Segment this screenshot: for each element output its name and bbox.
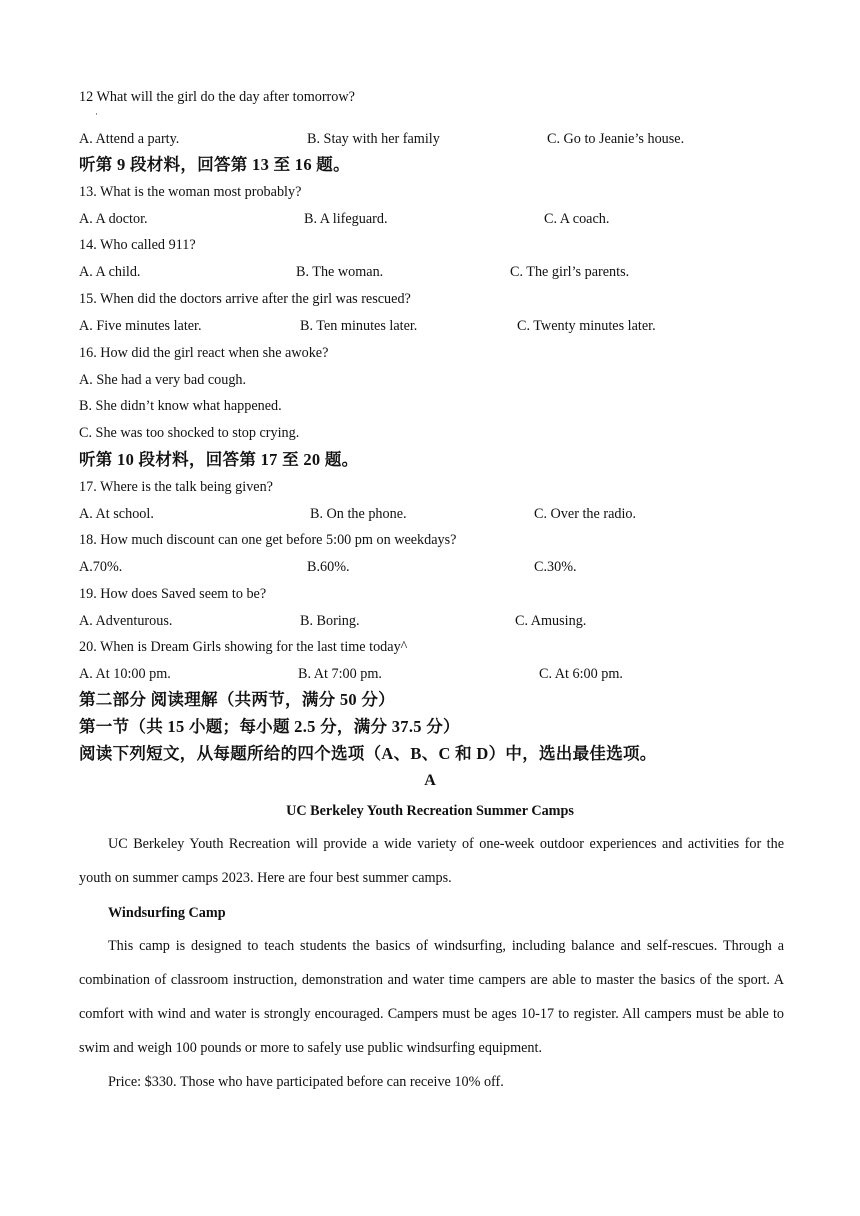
question-19: 19. How does Saved seem to be? [79, 586, 267, 602]
question-20: 20. When is Dream Girls showing for the last time today^ [79, 639, 408, 655]
q14-option-c: C. The girl’s parents. [510, 264, 630, 280]
q19-option-b: B. Boring. [300, 613, 360, 629]
section-9-heading: 听第 9 段材料，回答第 13 至 16 题。 [79, 155, 350, 174]
section-10-heading: 听第 10 段材料，回答第 17 至 20 题。 [79, 450, 359, 469]
q18-option-a: A.70%. [79, 559, 123, 575]
q16-option-b: B. She didn’t know what happened. [79, 398, 282, 414]
q16-option-c: C. She was too shocked to stop crying. [79, 425, 300, 441]
reading-instructions: 阅读下列短文，从每题所给的四个选项（A、B、C 和 D）中，选出最佳选项。 [79, 744, 657, 763]
passage-intro: UC Berkeley Youth Recreation will provide a wide variety of one-week outdoor experiences and activities for the youth on summer camps 2023. Here are four best summer camps. [79, 836, 784, 886]
q15-option-b: B. Ten minutes later. [300, 318, 418, 334]
question-16: 16. How did the girl react when she awoke? [79, 345, 329, 361]
q13-option-a: A. A doctor. [79, 211, 148, 227]
q19-option-a: A. Adventurous. [79, 613, 173, 629]
q12-option-b: B. Stay with her family [307, 131, 440, 147]
q19-option-c: C. Amusing. [515, 613, 587, 629]
q17-option-c: C. Over the radio. [534, 506, 637, 522]
q14-option-b: B. The woman. [296, 264, 384, 280]
camp-title: Windsurfing Camp [108, 905, 226, 921]
stray-dot: · [95, 109, 98, 119]
question-13: 13. What is the woman most probably? [79, 184, 302, 200]
q13-option-b: B. A lifeguard. [304, 211, 388, 227]
q13-option-c: C. A coach. [544, 211, 610, 227]
question-15: 15. When did the doctors arrive after the girl was rescued? [79, 291, 411, 307]
q12-option-a: A. Attend a party. [79, 131, 180, 147]
part-2-heading: 第二部分 阅读理解（共两节，满分 50 分） [79, 690, 395, 709]
q15-option-c: C. Twenty minutes later. [517, 318, 656, 334]
q16-option-a: A. She had a very bad cough. [79, 372, 247, 388]
question-12: 12 What will the girl do the day after tomorrow? [79, 89, 355, 105]
q18-option-c: C.30%. [534, 559, 577, 575]
q17-option-b: B. On the phone. [310, 506, 407, 522]
q20-option-b: B. At 7:00 pm. [298, 666, 382, 682]
q20-option-a: A. At 10:00 pm. [79, 666, 171, 682]
q17-option-a: A. At school. [79, 506, 154, 522]
camp-price: Price: $330. Those who have participated before can receive 10% off. [108, 1074, 504, 1090]
section-1-heading: 第一节（共 15 小题；每小题 2.5 分，满分 37.5 分） [79, 717, 460, 736]
q20-option-c: C. At 6:00 pm. [539, 666, 623, 682]
question-17: 17. Where is the talk being given? [79, 479, 273, 495]
q12-option-c: C. Go to Jeanie’s house. [547, 131, 685, 147]
question-18: 18. How much discount can one get before 5:00 pm on weekdays? [79, 532, 457, 548]
passage-letter: A [424, 772, 436, 789]
q15-option-a: A. Five minutes later. [79, 318, 202, 334]
question-14: 14. Who called 911? [79, 237, 196, 253]
q18-option-b: B.60%. [307, 559, 350, 575]
q14-option-a: A. A child. [79, 264, 141, 280]
camp-description: This camp is designed to teach students the basics of windsurfing, including balance and self-rescues. Through a combination of classroom instruction, demonstration and water time campers are able to master the basics of the sport. A comfort with wind and water is strongly encouraged. Campers must be ages 10-17 to register. All campers must be able to swim and weigh 100 pounds or more to safely use public windsurfing equipment. [79, 938, 784, 1056]
passage-title: UC Berkeley Youth Recreation Summer Camps [286, 803, 574, 819]
